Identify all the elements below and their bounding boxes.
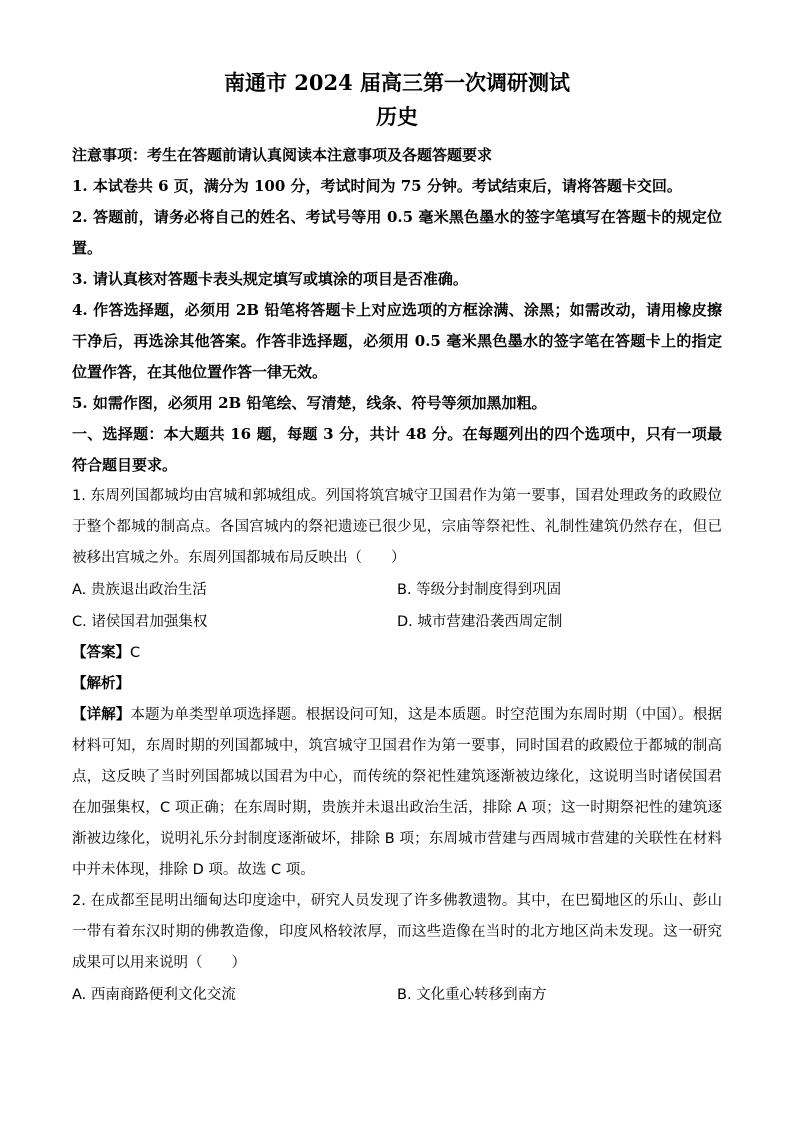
detail-text: 本题为单类型单项选择题。根据设问可知，这是本质题。时空范围为东周时期（中国）。根据材料可知，东周时期的列国都城中，筑宫城守卫国君作为第一要事，同时国君的政殿位于都城的制高点，这反映了当时列国都城以国君为中心，而传统的祭祀性建筑逐渐被边缘化，这说明当时诸侯国君在加强集权，C 项正确；在东周时期，贵族并未退出政治生活，排除 A 项；这一时期祭祀性的建筑逐渐被边缘化，说明礼乐分封制度逐渐破坏，排除 B 项；东周城市营建与西周城市营建的关联性在材料中并未体现，排除 D 项。故选 C 项。 — [72, 707, 723, 878]
option-row — [72, 574, 722, 606]
section-heading: 一、选择题：本大题共 16 题，每题 3 分，共计 48 分。在每题列出的四个选项中，只有一项最符合题目要求。 — [72, 425, 722, 474]
option-row — [72, 979, 722, 1011]
notice-item-2: 2. 答题前，请务必将自己的姓名、考试号等用 0.5 毫米黑色墨水的签字笔填写在答题卡的规定位置。 — [72, 208, 722, 257]
answer-line — [72, 638, 722, 669]
detail-label: 【详解】 — [72, 707, 131, 723]
option-a: A. 西南商路便利文化交流 — [72, 987, 236, 1003]
detail-paragraph — [72, 700, 722, 886]
option-a: A. 贵族退出政治生活 — [72, 582, 207, 598]
question-2 — [72, 886, 722, 1011]
option-b: B. 文化重心转移到南方 — [397, 987, 547, 1003]
notice-item-5: 5. 如需作图，必须用 2B 铅笔绘、写清楚，线条、符号等须加黑加粗。 — [72, 394, 547, 412]
notice-heading: 注意事项：考生在答题前请认真阅读本注意事项及各题答题要求 — [72, 146, 493, 164]
question-1 — [72, 481, 722, 886]
notice-item-3: 3. 请认真核对答题卡表头规定填写或填涂的项目是否准确。 — [72, 270, 468, 288]
subject-title: 历史 — [376, 104, 418, 129]
option-b: B. 等级分封制度得到巩固 — [397, 582, 562, 598]
exam-page — [72, 68, 722, 1011]
option-d: D. 城市营建沿袭西周定制 — [397, 614, 563, 630]
notice-item-1: 1. 本试卷共 6 页，满分为 100 分，考试时间为 75 分钟。考试结束后，请将答题卡交回。 — [72, 177, 682, 195]
analysis-label: 【解析】 — [72, 676, 130, 692]
notice-item-4: 4. 作答选择题，必须用 2B 铅笔将答题卡上对应选项的方框涂满、涂黑；如需改动，请用橡皮擦干净后，再选涂其他答案。作答非选择题，必须用 0.5 毫米黑色墨水的签字笔在答题卡上的指定位置作答，在其他位置作答一律无效。 — [72, 301, 722, 381]
question-stem: 1. 东周列国都城均由宫城和郭城组成。列国将筑宫城守卫国君作为第一要事，国君处理政务的政殿位于整个都城的制高点。各国宫城内的祭祀遗迹已很少见，宗庙等祭祀性、礼制性建筑仍然存在，但已被移出宫城之外。东周列国都城布局反映出（ ） — [72, 488, 722, 566]
analysis-line — [72, 669, 722, 700]
question-stem: 2. 在成都至昆明出缅甸达印度途中，研究人员发现了许多佛教遗物。其中，在巴蜀地区的乐山、彭山一带有着东汉时期的佛教造像，印度风格较浓厚，而这些造像在当时的北方地区尚未发现。这一研究成果可以用来说明（ ） — [72, 893, 722, 971]
answer-label: 【答案】 — [72, 645, 130, 661]
option-row — [72, 606, 722, 638]
option-c: C. 诸侯国君加强集权 — [72, 614, 208, 630]
answer-value: C — [130, 645, 141, 661]
exam-title: 南通市 2024 届高三第一次调研测试 — [223, 70, 571, 95]
